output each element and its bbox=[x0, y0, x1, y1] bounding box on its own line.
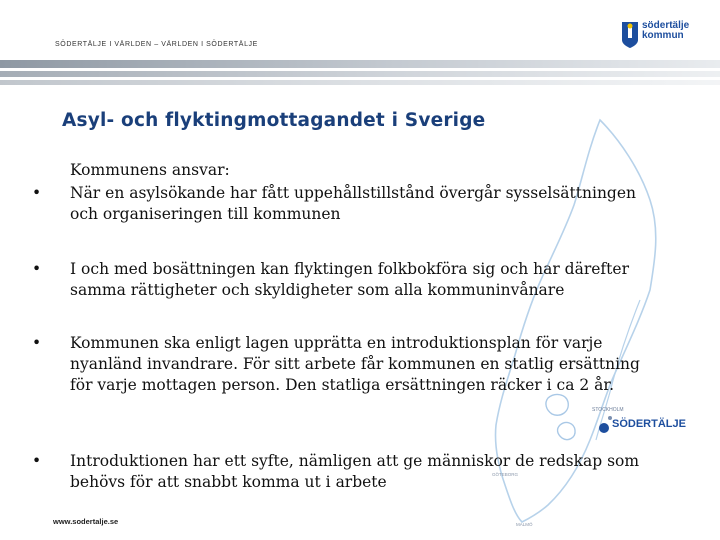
map-label-malmo: MALMÖ bbox=[516, 522, 533, 527]
map-label-stockholm: STOCKHOLM bbox=[592, 407, 624, 413]
slide-title: Asyl- och flyktingmottagandet i Sverige bbox=[62, 110, 486, 131]
bullet-text-2: I och med bosättningen kan flyktingen folkbokföra sig och har därefter samma rättigheter och skyldigheter som alla kommuninvånare bbox=[70, 260, 629, 299]
map-label-sodertalje: SÖDERTÄLJE bbox=[612, 418, 686, 430]
sodertalje-marker bbox=[599, 423, 609, 433]
bullet-marker: • bbox=[32, 184, 42, 202]
bullet-text-3: Kommunen ska enligt lagen upprätta en introduktionsplan för varje nyanländ invandrare. För sitt arbete får kommunen en statlig ersättning för varje mottagen person. Den statliga ersättningen räcker i ca 2 år. bbox=[70, 334, 640, 394]
logo-line-2: kommun bbox=[642, 30, 684, 41]
bullet-marker: • bbox=[32, 334, 42, 352]
lake-2 bbox=[558, 423, 576, 440]
bullet-marker: • bbox=[32, 452, 42, 470]
bullet-text-1: När en asylsökande har fått uppehållstillstånd övergår sysselsättningen och organiseringen till kommunen bbox=[70, 184, 636, 223]
header-tagline: SÖDERTÄLJE I VÄRLDEN – VÄRLDEN I SÖDERTÄLJE bbox=[55, 41, 258, 48]
map-label-goteborg: GÖTEBORG bbox=[492, 472, 519, 477]
footer-url[interactable]: www.sodertalje.se bbox=[53, 517, 119, 526]
lake-1 bbox=[546, 395, 568, 416]
bullet-marker: • bbox=[32, 260, 42, 278]
logo-line-1: södertälje bbox=[642, 20, 690, 31]
intro-heading: Kommunens ansvar: bbox=[70, 161, 230, 179]
bullet-text-4: Introduktionen har ett syfte, nämligen att ge människor de redskap som behövs för att snabbt komma ut i arbete bbox=[70, 452, 640, 491]
